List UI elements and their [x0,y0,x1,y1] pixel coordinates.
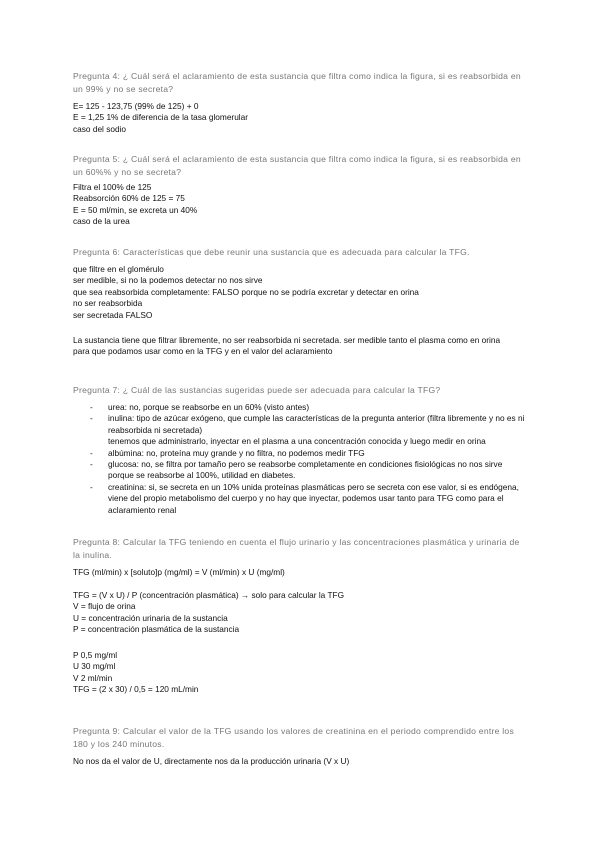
list-item: - glucosa: no, se filtra por tamaño pero se reabsorbe completamente en condiciones fisiológicas no nos sirve porque se reabsorbe al 100%, utilidad en diabetes. [90,459,503,481]
answer-line: caso del sodio [73,123,127,134]
answer-line: ser medible, si no la podemos detectar no nos sirve [73,275,263,286]
list-item: tenemos que administrarlo, inyectar en el plasma a una concentración conocida y luego medir en orina [108,436,486,447]
question-7-title: Pregunta 7: ¿ Cuál de las sustancias sugeridas puede ser adecuada para calcular la TFG? [73,385,441,395]
list-item: - inulina: tipo de azúcar exógeno, que cumple las características de la pregunta anterior (filtra libremente y no es ni reabsorbida ni secretada) [90,413,525,435]
question-8-title: Pregunta 8: Calcular la TFG teniendo en cuenta el flujo urinario y las concentraciones plasmática y urinaria de la inulina. [73,537,520,560]
answer-line: E = 50 ml/min, se excreta un 40% [73,204,198,215]
answer-line: TFG = (2 x 30) / 0,5 = 120 mL/min [73,684,199,695]
question-5-answer [73,182,533,228]
answer-line: no ser reabsorbida [73,298,143,309]
question-7-list [90,402,530,516]
answer-line: P = concentración plasmática de la sustancia [73,624,240,635]
question-5-title: Pregunta 5: ¿ Cuál será el aclaramiento de esta sustancia que filtra como indica la figura, si es reabsorbida en un 60%% y no se secreta? [73,154,521,177]
list-item: - urea: no, porque se reabsorbe en un 60% (visto antes) [90,402,310,412]
question-6-title: Pregunta 6: Características que debe reunir una sustancia que es adecuada para calcular la TFG. [73,247,470,257]
question-6-answer [73,264,533,321]
question-6-summary: La sustancia tiene que filtrar libremente, no ser reabsorbida ni secretada. ser medible tanto el plasma como en orina para que podamos usar como en la TFG y en el valor del aclaramiento [73,335,501,357]
question-9-title: Pregunta 9: Calcular el valor de la TFG usando los valores de creatinina en el periodo comprendido entre los 180 y los 240 minutos. [73,726,515,749]
answer-line: ser secretada FALSO [73,309,153,320]
question-8-definitions [73,590,533,636]
answer-line: V 2 ml/min [73,672,113,683]
question-4-answer [73,101,533,135]
list-item: - creatinina: si, se secreta en un 10% unida proteínas plasmáticas pero se secreta con ese valor, si es endógena, viene del propio metabolismo del cuerpo y no hay que inyectar, podemos usar tanto para TFG como para el aclaramiento renal [90,481,519,515]
answer-line: V = flujo de orina [73,601,136,612]
answer-line: U = concentración urinaria de la sustancia [73,612,228,623]
answer-line: E= 125 - 123,75 (99% de 125) + 0 [73,101,199,111]
answer-line: TFG = (V x U) / P (concentración plasmática) → solo para calcular la TFG [73,590,345,600]
list-item: - albúmina: no, proteína muy grande y no filtra, no podemos medir TFG [90,447,365,458]
question-8-calculation [73,650,533,696]
answer-line: Reabsorción 60% de 125 = 75 [73,193,185,204]
answer-line: caso de la urea [73,216,130,227]
question-9-answer [73,756,533,767]
answer-line: U 30 mg/ml [73,661,116,672]
question-8-formula: TFG (ml/min) x [soluto]p (mg/ml) = V (ml/min) x U (mg/ml) [73,567,285,577]
answer-line: P 0,5 mg/ml [73,650,118,660]
answer-line: que sea reabsorbida completamente: FALSO porque no se podría excretar y detectar en orina [73,286,419,297]
question-4-title: Pregunta 4: ¿ Cuál será el aclaramiento de esta sustancia que filtra como indica la figura, si es reabsorbida en un 99% y no se secreta? [73,71,521,94]
answer-line: que filtre en el glomérulo [73,264,164,274]
answer-line: Filtra el 100% de 125 [73,182,152,192]
answer-line: No nos da el valor de U, directamente nos da la producción urinaria (V x U) [73,756,350,766]
answer-line: E = 1,25 1% de diferencia de la tasa glomerular [73,112,249,123]
